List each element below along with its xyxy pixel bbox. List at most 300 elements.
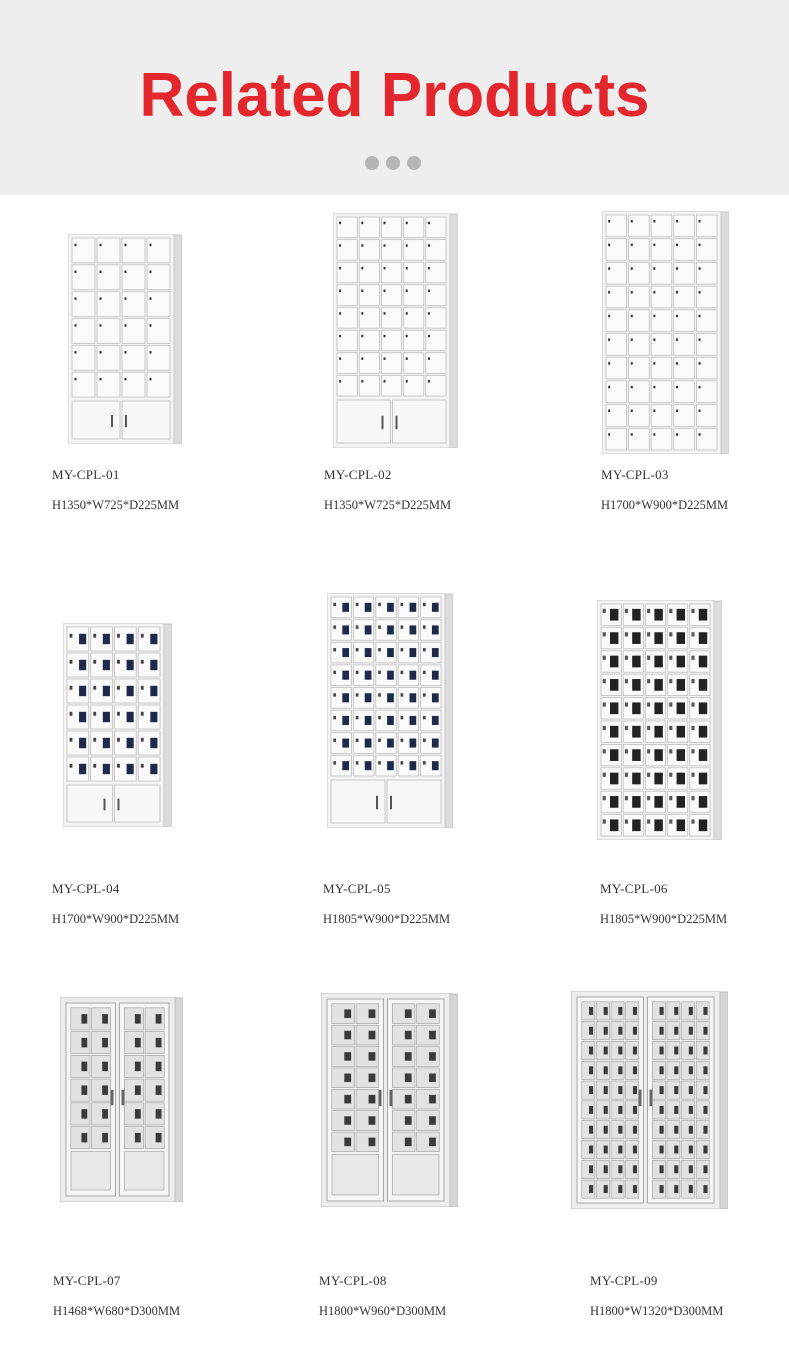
compartment-window: [405, 1095, 412, 1104]
locker-lock: [361, 244, 363, 247]
locker-door: [629, 381, 650, 403]
locker-door: [147, 238, 170, 263]
locker-window: [365, 739, 372, 748]
compartment-window: [604, 1165, 608, 1173]
bottom-door: [122, 401, 170, 439]
locker-door: [337, 262, 357, 283]
locker-door: [359, 262, 379, 283]
locker-door: [426, 240, 446, 261]
locker-window: [654, 819, 662, 831]
locker-lock: [150, 351, 152, 354]
compartment-window: [618, 1086, 622, 1094]
locker-lock: [691, 796, 694, 800]
locker-lock: [653, 362, 655, 365]
locker-door: [674, 286, 695, 308]
locker-window: [410, 761, 417, 770]
compartment-window: [674, 1027, 678, 1035]
carousel-dot[interactable]: [365, 156, 379, 170]
compartment-window: [703, 1165, 707, 1173]
locker-door: [72, 238, 95, 263]
locker-door: [674, 334, 695, 356]
compartment-window: [589, 1027, 593, 1035]
locker-lock: [608, 267, 610, 270]
locker-lock: [608, 291, 610, 294]
locker-window: [632, 726, 640, 738]
compartment-window: [660, 1106, 664, 1114]
locker-lock: [361, 380, 363, 383]
locker-window: [127, 764, 134, 774]
locker-lock: [631, 291, 633, 294]
locker-lock: [378, 716, 381, 719]
locker-window: [387, 648, 394, 657]
locker-lock: [676, 220, 678, 223]
locker-door: [381, 375, 401, 396]
locker-door: [147, 345, 170, 370]
compartment-window: [689, 1165, 693, 1173]
locker-lock: [691, 679, 694, 683]
compartment-window: [660, 1185, 664, 1193]
compartment-window: [633, 1126, 637, 1134]
locker-window: [699, 773, 707, 785]
compartment-window: [369, 1074, 376, 1083]
locker-window: [654, 726, 662, 738]
locker-window: [342, 693, 349, 702]
locker-window: [387, 761, 394, 770]
locker-window: [387, 671, 394, 680]
locker-lock: [669, 702, 672, 706]
locker-lock: [669, 796, 672, 800]
locker-lock: [428, 357, 430, 360]
locker-lock: [333, 693, 336, 696]
locker-lock: [401, 671, 404, 674]
bottom-door: [67, 785, 113, 822]
cabinet-side: [720, 992, 728, 1209]
locker-door: [381, 217, 401, 238]
locker-door: [696, 239, 717, 261]
locker-lock: [361, 357, 363, 360]
compartment-window: [633, 1165, 637, 1173]
compartment-window: [618, 1185, 622, 1193]
locker-door: [606, 215, 627, 237]
locker-lock: [428, 335, 430, 338]
locker-door: [606, 239, 627, 261]
locker-window: [632, 702, 640, 714]
locker-lock: [603, 632, 606, 636]
locker-door: [72, 345, 95, 370]
bottom-door: [393, 400, 447, 443]
door-handle: [122, 1090, 125, 1105]
compartment-window: [344, 1095, 351, 1104]
compartment-window: [102, 1062, 108, 1072]
locker-door: [674, 310, 695, 332]
compartment-window: [81, 1014, 87, 1024]
locker-window: [632, 796, 640, 808]
compartment-window: [633, 1185, 637, 1193]
locker-lock: [699, 244, 701, 247]
locker-door: [651, 239, 672, 261]
locker-lock: [75, 351, 77, 354]
door-handle: [376, 796, 378, 810]
product-image-cabinet[interactable]: [571, 991, 728, 1209]
product-model[interactable]: MY-CPL-04: [52, 881, 120, 896]
locker-lock: [676, 410, 678, 413]
product-image-cabinet[interactable]: [327, 593, 453, 828]
locker-window: [410, 739, 417, 748]
locker-lock: [647, 609, 650, 613]
locker-lock: [406, 244, 408, 247]
compartment-window: [604, 1066, 608, 1074]
locker-window: [610, 609, 618, 621]
compartment-window: [633, 1146, 637, 1154]
locker-door: [629, 334, 650, 356]
locker-door: [629, 310, 650, 332]
locker-window: [654, 632, 662, 644]
locker-lock: [603, 609, 606, 613]
product-image-cabinet[interactable]: [68, 234, 182, 444]
locker-lock: [333, 603, 336, 606]
locker-door: [381, 285, 401, 306]
locker-door: [359, 330, 379, 351]
compartment-window: [674, 1165, 678, 1173]
compartment-window: [369, 1116, 376, 1125]
locker-lock: [608, 315, 610, 318]
locker-door: [696, 357, 717, 379]
locker-lock: [676, 267, 678, 270]
compartment-window: [703, 1146, 707, 1154]
compartment-window: [703, 1027, 707, 1035]
locker-window: [432, 739, 439, 748]
compartment-window: [604, 1047, 608, 1055]
locker-lock: [676, 291, 678, 294]
locker-window: [342, 716, 349, 725]
locker-lock: [378, 603, 381, 606]
locker-window: [365, 761, 372, 770]
compartment-window: [703, 1185, 707, 1193]
compartment-window: [674, 1106, 678, 1114]
compartment-window: [135, 1085, 141, 1095]
locker-window: [127, 660, 134, 670]
locker-window: [699, 796, 707, 808]
locker-lock: [608, 410, 610, 413]
product-model[interactable]: MY-CPL-07: [53, 1273, 121, 1288]
compartment-window: [135, 1062, 141, 1072]
locker-lock: [428, 312, 430, 315]
compartment-window: [589, 1146, 593, 1154]
compartment-window: [674, 1126, 678, 1134]
locker-window: [699, 702, 707, 714]
compartment-window: [660, 1126, 664, 1134]
door-handle: [111, 1090, 114, 1105]
locker-lock: [423, 761, 426, 764]
locker-door: [696, 310, 717, 332]
locker-window: [610, 773, 618, 785]
locker-window: [342, 603, 349, 612]
carousel-dot[interactable]: [407, 156, 421, 170]
locker-door: [97, 372, 120, 397]
locker-door: [359, 375, 379, 396]
locker-lock: [125, 324, 127, 327]
locker-window: [610, 656, 618, 668]
locker-lock: [608, 338, 610, 341]
locker-lock: [339, 357, 341, 360]
locker-lock: [608, 244, 610, 247]
locker-door: [696, 334, 717, 356]
locker-lock: [93, 738, 96, 742]
locker-lock: [384, 222, 386, 225]
locker-door: [97, 345, 120, 370]
compartment-window: [689, 1086, 693, 1094]
compartment-window: [689, 1047, 693, 1055]
locker-lock: [699, 362, 701, 365]
locker-window: [699, 819, 707, 831]
locker-lock: [625, 819, 628, 823]
locker-lock: [423, 648, 426, 651]
compartment-window: [703, 1066, 707, 1074]
locker-window: [699, 656, 707, 668]
locker-lock: [691, 749, 694, 753]
locker-lock: [625, 726, 628, 730]
locker-door: [606, 428, 627, 450]
locker-lock: [70, 660, 73, 664]
compartment-window: [102, 1085, 108, 1095]
locker-window: [103, 660, 110, 670]
compartment-window: [589, 1106, 593, 1114]
compartment-window: [156, 1085, 162, 1095]
product-model[interactable]: MY-CPL-09: [590, 1273, 658, 1288]
locker-door: [651, 428, 672, 450]
locker-lock: [401, 761, 404, 764]
cabinet-side: [450, 214, 458, 448]
locker-lock: [356, 625, 359, 628]
locker-window: [387, 625, 394, 634]
locker-door: [606, 405, 627, 427]
locker-window: [632, 656, 640, 668]
locker-window: [699, 726, 707, 738]
locker-lock: [647, 749, 650, 753]
locker-lock: [356, 671, 359, 674]
compartment-window: [589, 1185, 593, 1193]
locker-lock: [603, 726, 606, 730]
locker-door: [629, 215, 650, 237]
locker-lock: [361, 222, 363, 225]
compartment-window: [660, 1007, 664, 1015]
compartment-window: [674, 1146, 678, 1154]
locker-lock: [333, 761, 336, 764]
locker-window: [342, 625, 349, 634]
locker-window: [410, 648, 417, 657]
locker-door: [606, 357, 627, 379]
locker-lock: [406, 380, 408, 383]
locker-lock: [100, 244, 102, 247]
compartment-window: [660, 1086, 664, 1094]
product-image-cabinet[interactable]: [321, 993, 458, 1207]
product-image-cabinet[interactable]: [602, 211, 729, 454]
product-dims: H1805*W900*D225MM: [323, 912, 451, 926]
compartment-window: [344, 1031, 351, 1040]
locker-door: [696, 405, 717, 427]
locker-lock: [384, 267, 386, 270]
locker-lock: [625, 749, 628, 753]
locker-lock: [361, 267, 363, 270]
locker-door: [674, 357, 695, 379]
locker-window: [79, 738, 86, 748]
locker-door: [606, 286, 627, 308]
locker-door: [629, 405, 650, 427]
compartment-window: [604, 1146, 608, 1154]
product-model[interactable]: MY-CPL-08: [319, 1273, 387, 1288]
locker-lock: [699, 410, 701, 413]
locker-window: [677, 679, 685, 691]
compartment-window: [156, 1109, 162, 1119]
locker-window: [410, 716, 417, 725]
locker-window: [432, 625, 439, 634]
product-model[interactable]: MY-CPL-03: [601, 467, 669, 482]
locker-lock: [647, 726, 650, 730]
locker-window: [365, 603, 372, 612]
locker-window: [150, 738, 157, 748]
locker-lock: [676, 315, 678, 318]
locker-lock: [647, 656, 650, 660]
locker-door: [122, 292, 145, 317]
locker-window: [677, 702, 685, 714]
product-model[interactable]: MY-CPL-06: [600, 881, 668, 896]
locker-lock: [356, 739, 359, 742]
locker-door: [147, 372, 170, 397]
carousel-dot[interactable]: [386, 156, 400, 170]
locker-lock: [653, 267, 655, 270]
locker-window: [150, 712, 157, 722]
locker-lock: [608, 433, 610, 436]
compartment-window: [344, 1009, 351, 1018]
locker-lock: [423, 671, 426, 674]
locker-lock: [625, 702, 628, 706]
product-image-cabinet[interactable]: [333, 213, 458, 448]
locker-lock: [117, 686, 120, 690]
locker-lock: [333, 739, 336, 742]
product-dims: H1700*W900*D225MM: [52, 912, 180, 926]
compartment-window: [429, 1116, 436, 1125]
locker-lock: [70, 712, 73, 716]
locker-door: [426, 353, 446, 374]
locker-lock: [676, 362, 678, 365]
locker-lock: [603, 749, 606, 753]
door-handle: [390, 796, 392, 810]
locker-lock: [653, 386, 655, 389]
locker-lock: [631, 433, 633, 436]
locker-window: [432, 603, 439, 612]
locker-door: [629, 262, 650, 284]
locker-door: [629, 239, 650, 261]
compartment-window: [135, 1038, 141, 1048]
product-image-cabinet[interactable]: [60, 997, 183, 1202]
door-handle: [104, 799, 106, 811]
locker-door: [337, 308, 357, 329]
locker-lock: [625, 656, 628, 660]
compartment-window: [674, 1086, 678, 1094]
compartment-window: [369, 1052, 376, 1061]
compartment-window: [369, 1095, 376, 1104]
locker-lock: [75, 378, 77, 381]
compartment-window: [405, 1009, 412, 1018]
locker-lock: [699, 291, 701, 294]
locker-lock: [141, 686, 144, 690]
locker-window: [432, 716, 439, 725]
locker-lock: [608, 386, 610, 389]
product-image-cabinet[interactable]: [63, 623, 172, 827]
compartment-window: [405, 1052, 412, 1061]
compartment-window: [369, 1009, 376, 1018]
locker-door: [359, 353, 379, 374]
locker-window: [387, 693, 394, 702]
locker-door: [122, 345, 145, 370]
locker-lock: [384, 244, 386, 247]
locker-door: [426, 262, 446, 283]
locker-window: [677, 656, 685, 668]
locker-lock: [401, 739, 404, 742]
locker-lock: [631, 386, 633, 389]
locker-window: [127, 634, 134, 644]
locker-lock: [100, 297, 102, 300]
locker-window: [610, 679, 618, 691]
locker-door: [426, 217, 446, 238]
locker-lock: [603, 819, 606, 823]
locker-door: [97, 319, 120, 344]
locker-door: [651, 286, 672, 308]
locker-lock: [406, 222, 408, 225]
compartment-window: [81, 1062, 87, 1072]
locker-door: [359, 285, 379, 306]
locker-window: [342, 739, 349, 748]
locker-lock: [653, 433, 655, 436]
locker-door: [381, 308, 401, 329]
locker-window: [387, 739, 394, 748]
locker-window: [410, 671, 417, 680]
compartment-window: [660, 1027, 664, 1035]
door-handle: [111, 415, 113, 427]
cabinet-side: [445, 594, 453, 828]
locker-door: [337, 353, 357, 374]
compartment-window: [604, 1185, 608, 1193]
locker-lock: [70, 634, 73, 638]
compartment-window: [405, 1074, 412, 1083]
locker-window: [127, 712, 134, 722]
locker-lock: [653, 220, 655, 223]
product-image-cabinet[interactable]: [597, 600, 722, 840]
locker-lock: [423, 603, 426, 606]
compartment-window: [156, 1062, 162, 1072]
locker-door: [674, 428, 695, 450]
locker-door: [359, 240, 379, 261]
compartment-window: [618, 1106, 622, 1114]
locker-door: [337, 240, 357, 261]
product-model[interactable]: MY-CPL-01: [52, 467, 120, 482]
door-handle: [396, 416, 398, 430]
locker-lock: [378, 761, 381, 764]
locker-window: [677, 819, 685, 831]
locker-lock: [423, 625, 426, 628]
locker-door: [122, 238, 145, 263]
locker-door: [426, 308, 446, 329]
locker-lock: [631, 315, 633, 318]
cabinet-side: [721, 212, 729, 454]
locker-window: [432, 693, 439, 702]
locker-lock: [647, 819, 650, 823]
locker-window: [103, 634, 110, 644]
product-model[interactable]: MY-CPL-02: [324, 467, 392, 482]
locker-window: [632, 819, 640, 831]
product-model[interactable]: MY-CPL-05: [323, 881, 391, 896]
locker-lock: [361, 290, 363, 293]
